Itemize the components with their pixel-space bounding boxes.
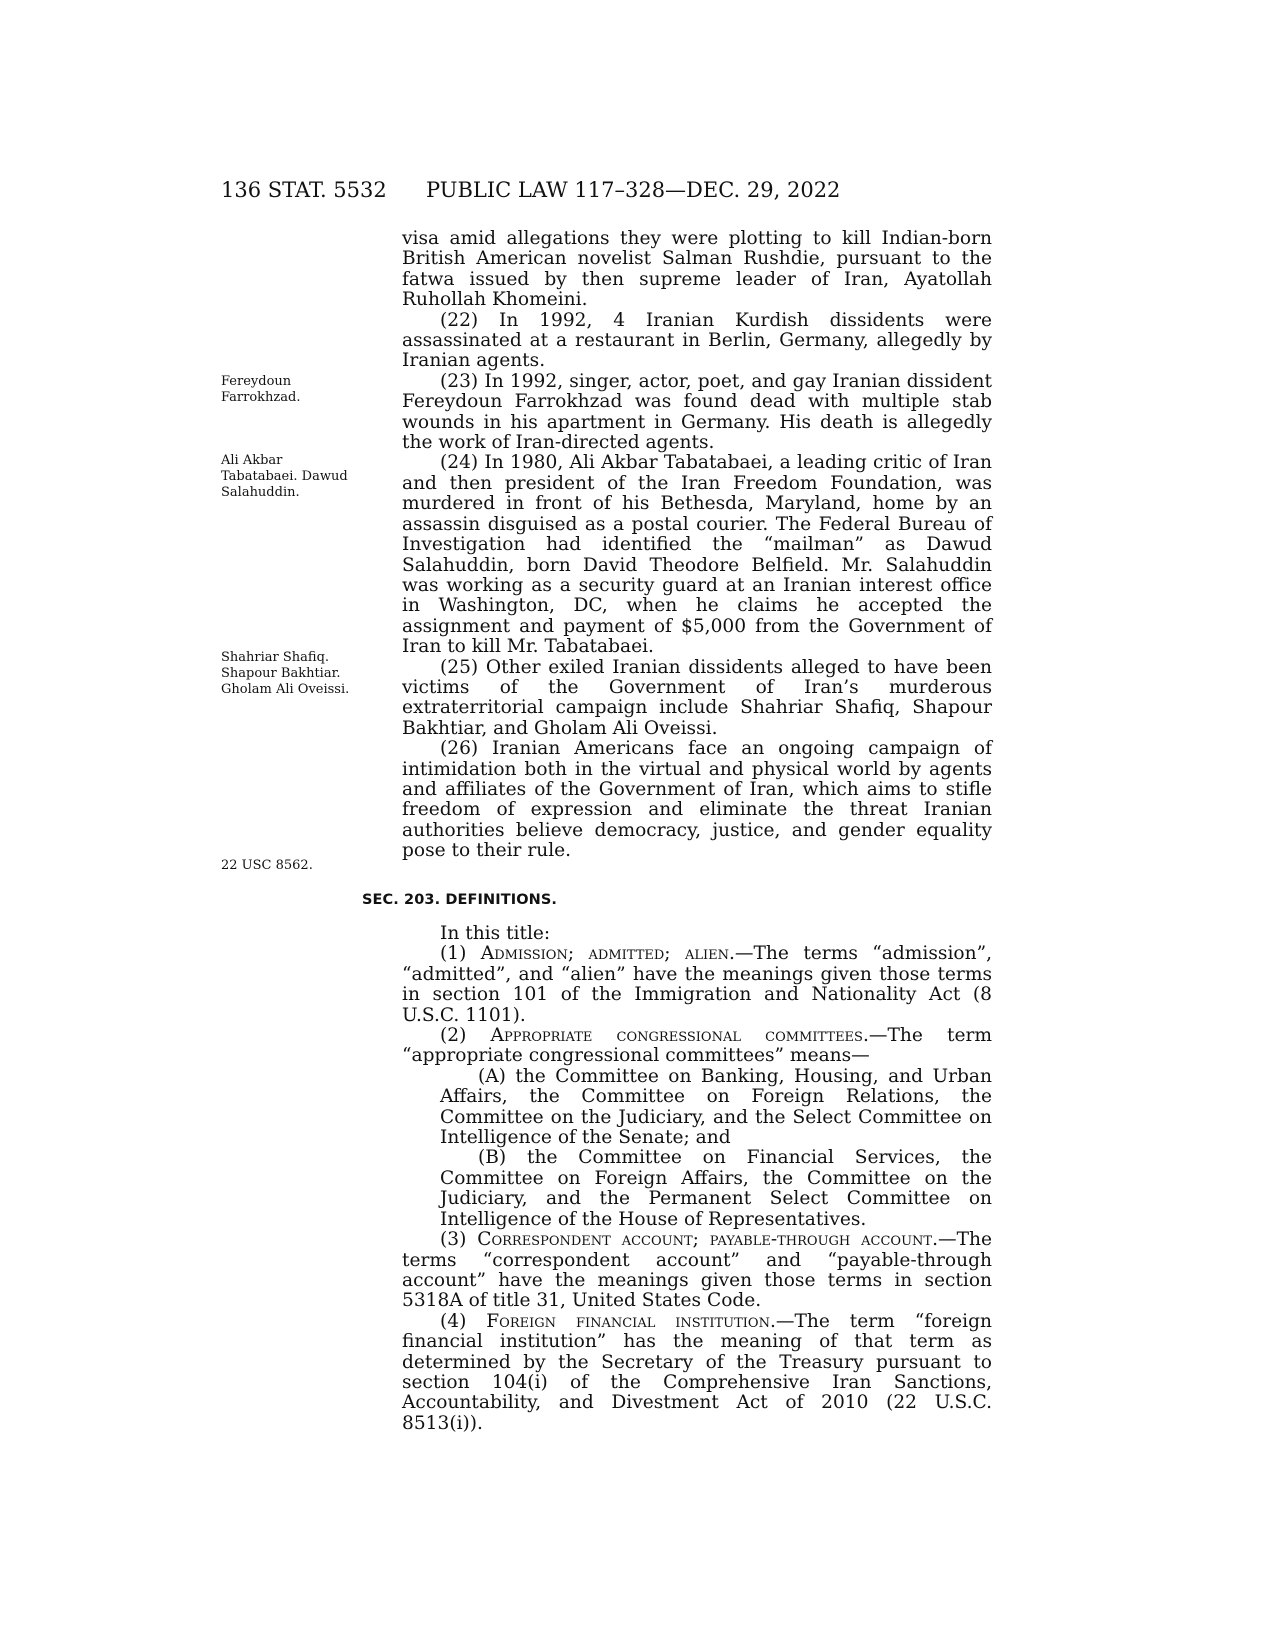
definition-1	[402, 944, 992, 1026]
definition-1-number: (1)	[440, 943, 467, 965]
paragraph-25: (25) Other exiled Iranian dissidents alleged to have been victims of the Government of Iran’s murderous extraterritorial campaign include Shahriar Shafiq, Shapour Bakhtiar, and Gholam Ali Oveissi.	[402, 656, 992, 739]
definition-1-text: —The terms “admission”, “admitted”, and “alien” have the meanings given those terms in section 101 of the Immigration and Nationality Act (8 U.S.C. 1101).	[402, 943, 992, 1026]
paragraph-24: (24) In 1980, Ali Akbar Tabatabaei, a leading critic of Iran and then president of the Iran Freedom Foundation, was murdered in front of his Bethesda, Maryland, home by an assassin disguised as a postal courier. The Federal Bureau of Investigation had identified the “mailman” as Dawud Salahuddin, born David Theodore Belfield. Mr. Salahuddin was working as a security guard at an Iranian interest office in Washington, DC, when he claims he accepted the assignment and payment of $5,000 from the Government of Iran to kill Mr. Tabatabaei.	[402, 452, 992, 658]
paragraph-22: (22) In 1992, 4 Iranian Kurdish dissidents were assassinated at a restaurant in Berlin, Germany, allegedly by Iranian agents.	[402, 309, 992, 372]
definition-4-text: —The term “foreign financial institution” has the meaning of that term as determined by the Secretary of the Treasury pursuant to section 104(i) of the Comprehensive Iran Sanctions, Accountability, and Divestment Act of 2010 (22 U.S.C. 8513(i)).	[402, 1310, 992, 1434]
margin-note-usc: 22 USC 8562.	[221, 858, 313, 873]
definition-1-term: Admission; admitted; alien.	[480, 943, 735, 965]
margin-note-tabatabaei: Ali Akbar Tabatabaei. Dawud Salahuddin.	[221, 453, 348, 500]
definition-3-text: —The terms “correspondent account” and “payable-through account” have the meanings given those terms in section 5318A of title 31, United States Code.	[402, 1229, 992, 1312]
paragraph-23: (23) In 1992, singer, actor, poet, and gay Iranian dissident Fereydoun Farrokhzad was found dead with multiple stab wounds in his apartment in Germany. His death is allegedly the work of Iran-directed agents.	[402, 370, 992, 454]
page-header	[0, 178, 1275, 218]
public-law-title: PUBLIC LAW 117–328—DEC. 29, 2022	[426, 178, 841, 202]
definition-3	[402, 1230, 992, 1312]
definition-4	[402, 1312, 992, 1434]
definition-3-term: Correspondent account; payable-through account.	[477, 1229, 939, 1251]
definition-4-term: Foreign financial institution.	[486, 1310, 776, 1332]
paragraph-21-continued: visa amid allegations they were plotting to kill Indian-born British American novelist Salman Rushdie, pursuant to the fatwa issued by then supreme leader of Iran, Ayatollah Ruhollah Khomeini.	[402, 228, 992, 311]
section-intro: In this title:	[440, 923, 551, 944]
definition-2	[402, 1026, 992, 1067]
main-body	[362, 228, 992, 1434]
definition-4-number: (4)	[440, 1310, 467, 1332]
definition-2-a: (A) the Committee on Banking, Housing, and Urban Affairs, the Committee on Foreign Relations, the Committee on the Judiciary, and the Select Committee on Intelligence of the Senate; and	[440, 1065, 992, 1149]
stat-page-number: 136 STAT. 5532	[221, 178, 387, 202]
section-heading: SEC. 203. DEFINITIONS.	[362, 891, 558, 908]
definition-2-term: Appropriate congressional committees.	[490, 1025, 869, 1047]
definition-3-number: (3)	[440, 1229, 467, 1251]
margin-note-farrokhzad: Fereydoun Farrokhzad.	[221, 374, 301, 405]
definition-2-text: —The term “appropriate congressional committees” means—	[402, 1025, 992, 1067]
definition-2-number: (2)	[440, 1025, 467, 1047]
definition-2-b: (B) the Committee on Financial Services, the Committee on Foreign Affairs, the Committee on the Judiciary, and the Permanent Select Committee on Intelligence of the House of Representatives.	[440, 1147, 992, 1230]
margin-note-shafiq: Shahriar Shafiq. Shapour Bakhtiar. Gholam Ali Oveissi.	[221, 650, 350, 697]
paragraph-26: (26) Iranian Americans face an ongoing campaign of intimidation both in the virtual and physical world by agents and affiliates of the Government of Iran, which aims to stifle freedom of expression and eliminate the threat Iranian authorities believe democracy, justice, and gender equality pose to their rule.	[402, 738, 992, 862]
